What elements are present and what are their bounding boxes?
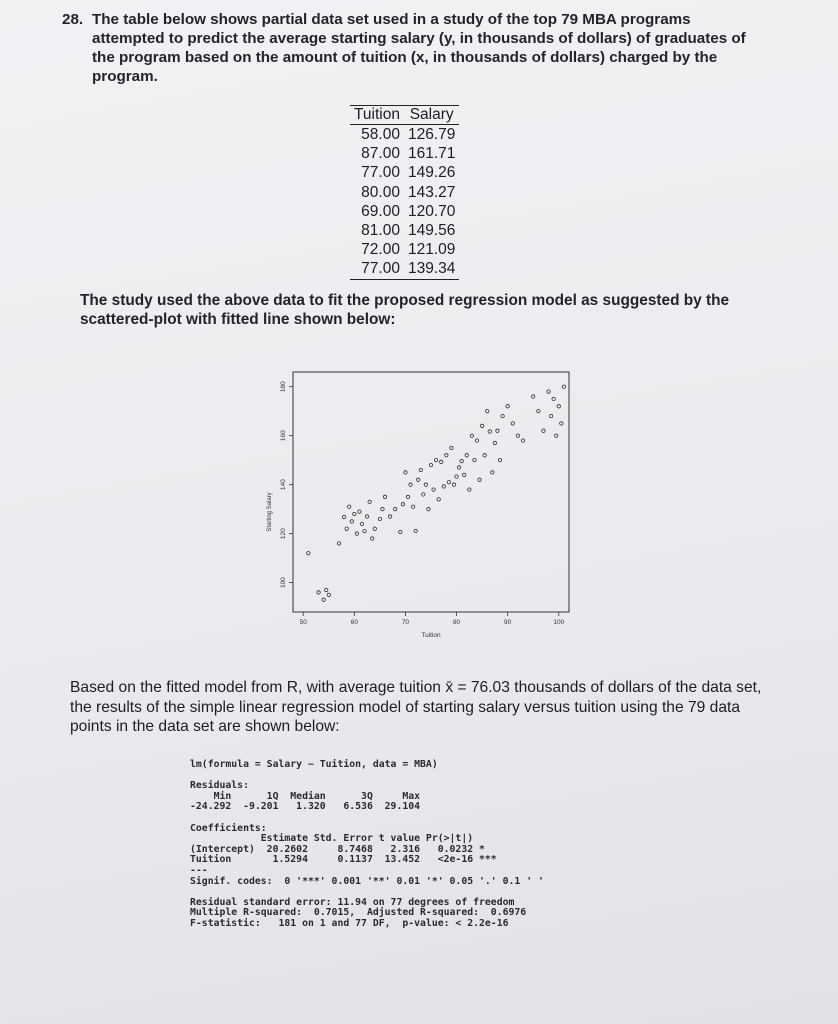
- data-point: [455, 475, 458, 478]
- data-point: [501, 414, 504, 417]
- y-tick-label: 180: [280, 381, 287, 393]
- tuition-cell: 87.00: [361, 145, 400, 163]
- data-point: [429, 463, 432, 466]
- table-row: [350, 259, 459, 279]
- data-point: [480, 424, 483, 427]
- data-point: [322, 598, 325, 601]
- x-tick-label: 100: [553, 619, 565, 626]
- data-point: [463, 473, 466, 476]
- table-header-row: [350, 106, 459, 125]
- data-point: [516, 434, 519, 437]
- salary-cell: 143.27: [407, 183, 456, 201]
- y-tick-label: 100: [280, 577, 287, 589]
- tuition-cell: 69.00: [361, 202, 400, 220]
- problem-text: The table below shows partial data set used in a study of the top 79 MBA programs attempted to predict the average starting salary (y, in thousands of dollars) of graduates of the program based on the amount of tuition (x, in thousands of dollars) charged by the program.: [92, 11, 746, 85]
- salary-cell: 120.70: [407, 202, 456, 220]
- data-point: [427, 507, 430, 510]
- data-point: [411, 505, 414, 508]
- r-output-line: Multiple R-squared: 0.7015, Adjusted R-squared: 0.6976: [190, 907, 527, 919]
- data-point: [552, 397, 555, 400]
- data-point: [560, 422, 563, 425]
- data-point: [468, 488, 471, 491]
- r-output-line: (Intercept) 20.2602 8.7468 2.316 0.0232 *: [190, 843, 485, 855]
- data-point: [360, 522, 363, 525]
- scatter-plot: [255, 350, 575, 650]
- salary-cell: 121.09: [407, 241, 456, 259]
- r-output-line: F-statistic: 181 on 1 and 77 DF, p-value: < 2.2e-16: [190, 917, 509, 929]
- r-output-line: [190, 813, 810, 824]
- y-tick-label: 140: [280, 479, 287, 491]
- problem-statement: [62, 10, 752, 86]
- y-axis-label: Starting Salary: [267, 492, 273, 532]
- data-point: [437, 498, 440, 501]
- tuition-cell: 77.00: [350, 259, 404, 279]
- r-output-line: Coefficients:: [190, 822, 267, 834]
- r-output-line: [190, 771, 810, 782]
- data-point: [511, 422, 514, 425]
- data-point: [348, 505, 351, 508]
- fitted-model-paragraph: Based on the fitted model from R, with average tuition x̄ = 76.03 thousands of dollars of the data set, the results of the simple linear regression model of starting salary versus tuition using the 79 data points in the data set are shown below:: [70, 679, 762, 735]
- data-point: [378, 517, 381, 520]
- table-row: [350, 202, 459, 221]
- data-point: [475, 439, 478, 442]
- tuition-cell: 81.00: [361, 222, 400, 240]
- data-point: [317, 591, 320, 594]
- salary-cell: 139.34: [404, 259, 459, 279]
- salary-cell: 161.71: [407, 145, 456, 163]
- data-point: [350, 520, 353, 523]
- data-point: [465, 454, 468, 457]
- data-point: [363, 529, 366, 532]
- data-point: [483, 454, 486, 457]
- salary-cell: 149.26: [407, 164, 456, 182]
- data-point: [549, 414, 552, 417]
- data-point: [373, 527, 376, 530]
- tuition-cell: 58.00: [361, 126, 400, 143]
- data-point: [496, 429, 499, 432]
- data-point: [434, 458, 437, 461]
- data-point: [358, 510, 361, 513]
- data-point: [491, 471, 494, 474]
- r-output-line: ---: [190, 864, 208, 876]
- data-point: [342, 515, 345, 518]
- data-point: [424, 483, 427, 486]
- tuition-cell: 72.00: [361, 241, 400, 259]
- data-point: [542, 429, 545, 432]
- table-row: [350, 221, 459, 240]
- table-row: [350, 240, 459, 259]
- table-row: [350, 163, 459, 182]
- data-point: [394, 507, 397, 510]
- data-point: [419, 468, 422, 471]
- r-output-line: Tuition 1.5294 0.1137 13.452 <2e-16 ***: [190, 854, 497, 866]
- problem-number: 28.: [62, 11, 84, 28]
- data-point: [460, 459, 463, 462]
- tuition-cell: 77.00: [361, 164, 400, 182]
- data-point: [399, 530, 402, 533]
- data-point: [555, 434, 558, 437]
- data-point: [450, 446, 453, 449]
- data-point: [409, 483, 412, 486]
- data-point: [488, 430, 491, 433]
- data-point: [452, 483, 455, 486]
- table-row: [350, 183, 459, 202]
- data-point: [506, 405, 509, 408]
- salary-cell: 149.56: [407, 222, 456, 240]
- data-point: [355, 532, 358, 535]
- y-tick-label: 120: [280, 528, 287, 540]
- table-row: [350, 144, 459, 163]
- x-tick-label: 90: [504, 619, 512, 626]
- data-point: [498, 458, 501, 461]
- r-output-line: -24.292 -9.201 1.320 6.536 29.104: [190, 801, 421, 813]
- data-point: [404, 471, 407, 474]
- data-point: [532, 395, 535, 398]
- data-point: [445, 454, 448, 457]
- salary-cell: 126.79: [407, 126, 456, 143]
- data-point: [486, 409, 489, 412]
- data-point: [365, 515, 368, 518]
- data-point: [473, 458, 476, 461]
- data-point: [353, 512, 356, 515]
- tuition-cell: 80.00: [361, 183, 400, 201]
- data-point: [537, 409, 540, 412]
- tuition-salary-table: [350, 105, 459, 280]
- y-tick-label: 160: [280, 430, 287, 442]
- data-point: [442, 485, 445, 488]
- r-output-line: Residual standard error: 11.94 on 77 degrees of freedom: [190, 896, 515, 908]
- data-point: [521, 439, 524, 442]
- r-output-line: Signif. codes: 0 '***' 0.001 '**' 0.01 '*' 0.05 '.' 0.1 ' ': [190, 875, 544, 887]
- r-output-line: lm(formula = Salary ~ Tuition, data = MBA): [190, 759, 438, 770]
- data-point: [432, 488, 435, 491]
- study-paragraph: The study used the above data to fit the proposed regression model as suggested by the scattered-plot with fitted line shown below:: [80, 292, 730, 328]
- table-header-salary: Salary: [404, 106, 459, 125]
- data-point: [307, 552, 310, 555]
- x-tick-label: 80: [452, 619, 461, 626]
- table-row: [350, 125, 459, 145]
- plot-frame: [293, 372, 569, 612]
- r-regression-output: [190, 760, 810, 930]
- data-point: [417, 478, 420, 481]
- data-point: [557, 405, 560, 408]
- data-point: [414, 529, 417, 532]
- r-output-line: Min 1Q Median 3Q Max: [190, 790, 421, 802]
- data-point: [562, 385, 565, 388]
- data-point: [447, 481, 450, 484]
- data-point: [406, 495, 409, 498]
- r-output-line: Estimate Std. Error t value Pr(>|t|): [190, 833, 474, 845]
- data-point: [470, 434, 473, 437]
- data-point: [547, 390, 550, 393]
- x-tick-label: 70: [401, 619, 410, 626]
- data-point: [440, 460, 443, 463]
- data-point: [478, 478, 481, 481]
- data-point: [383, 495, 386, 498]
- r-output-line: Residuals:: [190, 780, 249, 792]
- data-point: [371, 537, 374, 540]
- data-point: [381, 507, 384, 510]
- x-tick-label: 50: [299, 619, 307, 626]
- data-point: [493, 441, 496, 444]
- data-point: [401, 503, 404, 506]
- table-header-tuition: Tuition: [350, 106, 404, 125]
- data-point: [368, 500, 371, 503]
- data-point: [337, 542, 340, 545]
- data-point: [345, 527, 348, 530]
- x-axis-label: Tuition: [421, 632, 441, 639]
- data-point: [388, 515, 391, 518]
- data-point: [457, 466, 460, 469]
- data-point: [327, 593, 330, 596]
- data-point: [422, 493, 425, 496]
- scatter-plot-svg: [255, 350, 575, 650]
- data-point: [325, 588, 328, 591]
- x-tick-label: 60: [350, 619, 358, 626]
